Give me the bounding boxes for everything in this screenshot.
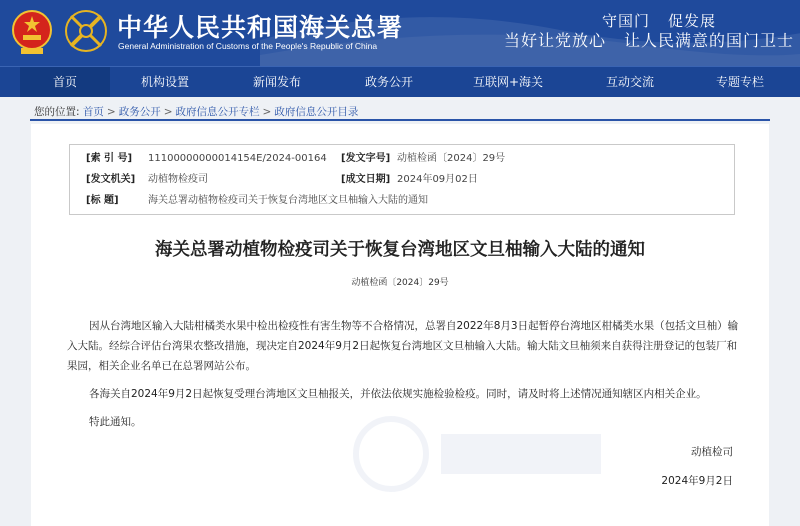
- meta-index-value: 11100000000014154E/2024-00164: [148, 153, 327, 164]
- document-paragraph: 因从台湾地区输入大陆柑橘类水果中检出检疫性有害生物等不合格情况，总署自2022年8月3日起暂停台湾地区柑橘类水果（包括文旦柚）输入大陆。经综合评估台湾果农整改措施，现决定自2024年9月2日起恢复台湾地区文旦柚输入大陆。输大陆文旦柚须来自获得注册登记的包装厂和果园，相关企业名单已在总署网站公布。: [67, 320, 739, 372]
- meta-index-key: [索 引 号]: [86, 153, 133, 164]
- meta-docno-key: [发文字号]: [341, 153, 391, 164]
- meta-row: [70, 148, 736, 170]
- nav-item-organization[interactable]: 机构设置: [140, 75, 189, 89]
- slogan-text: 守国门: [601, 12, 650, 30]
- slogan-line-2: [486, 28, 794, 51]
- customs-badge-icon[interactable]: [63, 8, 109, 54]
- breadcrumb-government-affairs[interactable]: 政务公开: [118, 106, 161, 118]
- nav-item-home[interactable]: 首页: [20, 67, 110, 97]
- site-subtitle: General Administration of Customs of the People's Republic of China: [118, 41, 378, 51]
- site-header: [0, 0, 800, 66]
- nav-item-special-topics[interactable]: 专题专栏: [715, 75, 764, 89]
- breadcrumb-info-catalog[interactable]: 政府信息公开目录: [274, 106, 359, 118]
- slogan-text: 让人民满意的国门卫士: [623, 31, 794, 50]
- breadcrumb-prefix: 您的位置:: [34, 106, 80, 118]
- breadcrumb: [34, 104, 358, 119]
- meta-date-key: [成文日期]: [341, 174, 391, 185]
- document-paragraph: 特此通知。: [89, 416, 142, 428]
- meta-date-value: 2024年09月02日: [397, 174, 478, 185]
- document-meta-table: [69, 144, 735, 215]
- breadcrumb-separator: >: [163, 106, 173, 118]
- document-date: 2024年9月2日: [661, 475, 733, 487]
- slogan-text: 促发展: [667, 12, 716, 30]
- nav-item-government-affairs[interactable]: 政务公开: [364, 75, 413, 89]
- document-signature: 动植检司: [691, 446, 733, 458]
- main-nav: [0, 66, 800, 97]
- slogan-text: 当好让党放心: [503, 31, 606, 50]
- meta-row: [70, 169, 736, 191]
- site-title[interactable]: 中华人民共和国海关总署: [117, 13, 404, 42]
- document-title: 海关总署动植物检疫司关于恢复台湾地区文旦柚输入大陆的通知: [155, 240, 645, 260]
- nav-item-interaction[interactable]: 互动交流: [605, 75, 654, 89]
- content-panel: [31, 124, 769, 526]
- breadcrumb-divider: [30, 119, 770, 121]
- document-number: 动植检函〔2024〕29号: [351, 278, 449, 288]
- meta-issuer-value: 动植物检疫司: [148, 174, 208, 185]
- meta-title-value: 海关总署动植物检疫司关于恢复台湾地区文旦柚输入大陆的通知: [148, 195, 428, 206]
- nav-item-internet-customs[interactable]: 互联网+海关: [472, 75, 544, 89]
- breadcrumb-home[interactable]: 首页: [82, 106, 104, 118]
- meta-title-key: [标 题]: [86, 195, 119, 206]
- nav-item-news[interactable]: 新闻发布: [252, 75, 301, 89]
- meta-issuer-key: [发文机关]: [86, 174, 136, 185]
- document-paragraph: 各海关自2024年9月2日起恢复受理台湾地区文旦柚报关，并依法依规实施检验检疫。同时，请及时将上述情况通知辖区内相关企业。: [89, 388, 707, 400]
- meta-row: [70, 190, 736, 212]
- breadcrumb-separator: >: [106, 106, 116, 118]
- breadcrumb-separator: >: [262, 106, 272, 118]
- national-emblem-icon[interactable]: [11, 8, 53, 56]
- breadcrumb-info-disclosure[interactable]: 政府信息公开专栏: [175, 106, 260, 118]
- meta-docno-value: 动植检函〔2024〕29号: [397, 153, 506, 164]
